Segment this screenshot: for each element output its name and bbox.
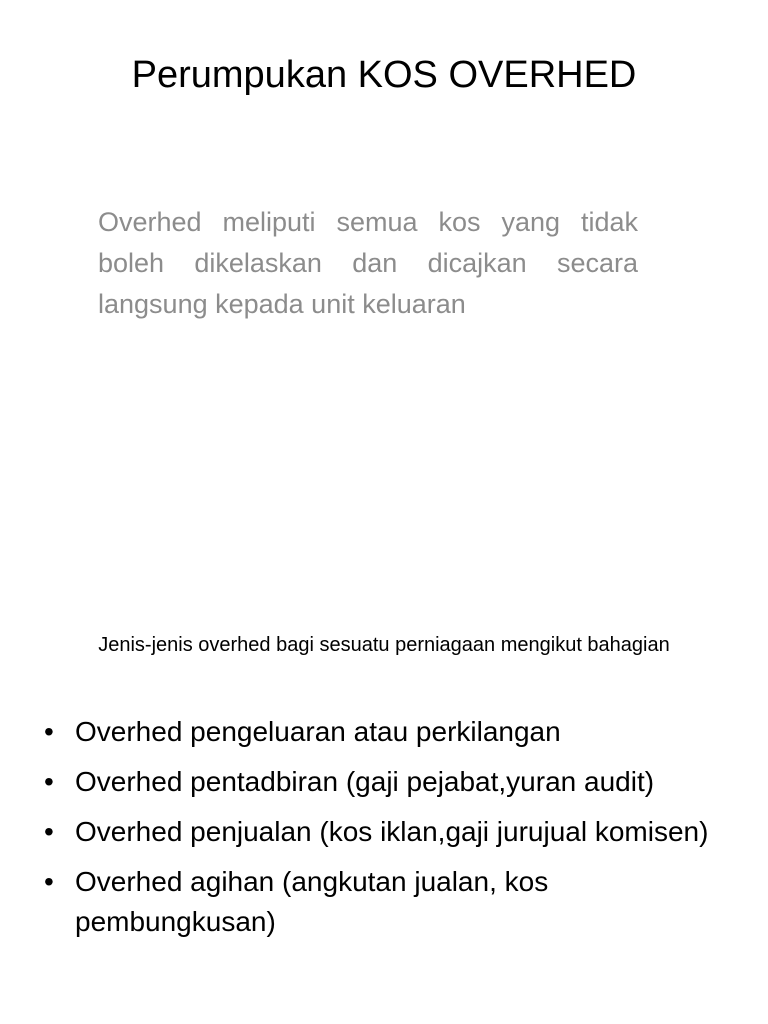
list-item-text: Overhed penjualan (kos iklan,gaji jurujual komisen) bbox=[75, 816, 709, 847]
slide-title: Perumpukan KOS OVERHED bbox=[131, 54, 637, 96]
overhead-types-intro: Jenis-jenis overhed bagi sesuatu perniagaan mengikut bahagian bbox=[98, 634, 670, 656]
overhead-types-list bbox=[40, 712, 720, 952]
bullet-icon: • bbox=[44, 766, 54, 797]
list-item bbox=[40, 812, 720, 852]
list-item-text: Overhed pentadbiran (gaji pejabat,yuran audit) bbox=[75, 766, 655, 797]
list-item bbox=[40, 862, 720, 942]
bullet-icon: • bbox=[44, 816, 54, 847]
list-item-text: Overhed pengeluaran atau perkilangan bbox=[75, 716, 561, 747]
bullet-icon: • bbox=[44, 866, 54, 897]
list-item-text: Overhed agihan (angkutan jualan, kos pembungkusan) bbox=[75, 866, 549, 937]
list-item bbox=[40, 762, 720, 802]
bullet-icon: • bbox=[44, 716, 54, 747]
list-item bbox=[40, 712, 720, 752]
definition-text: Overhed meliputi semua kos yang tidak boleh dikelaskan dan dicajkan secara langsung kepada unit keluaran bbox=[98, 207, 638, 319]
